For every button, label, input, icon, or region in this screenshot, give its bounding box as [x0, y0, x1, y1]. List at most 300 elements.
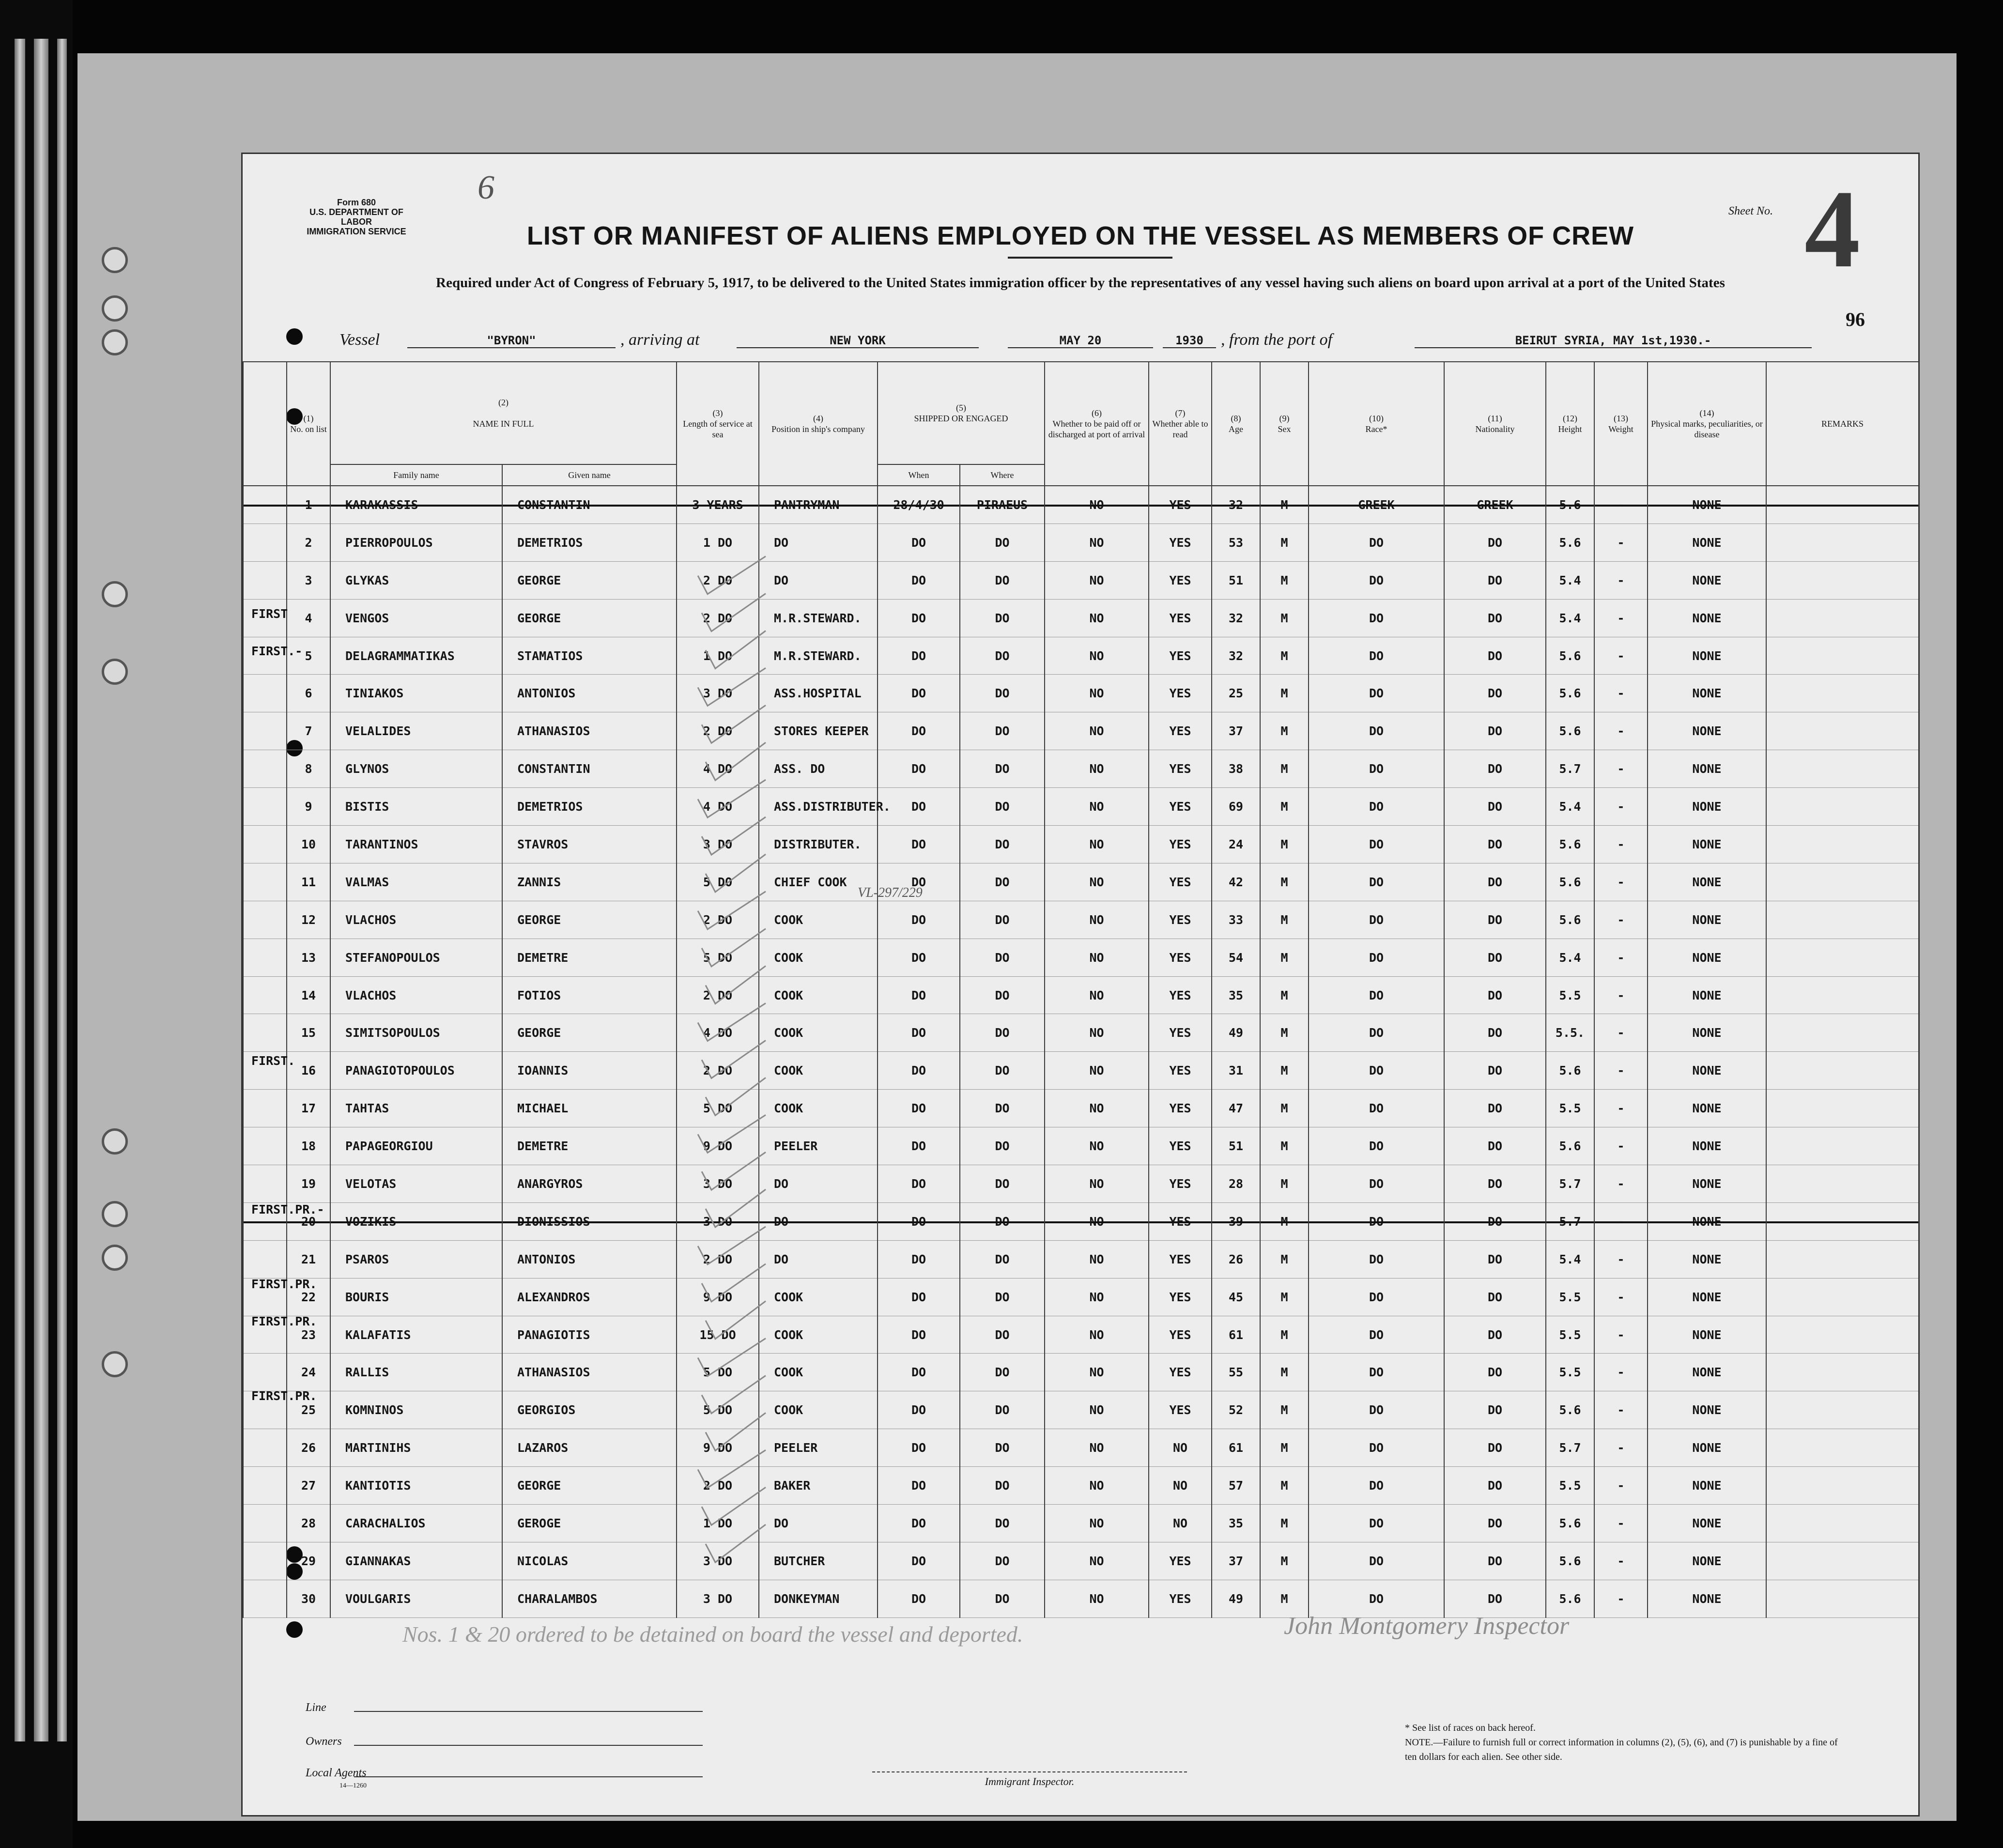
- length-of-service: 4 DO: [677, 1014, 759, 1052]
- sex: M: [1260, 524, 1309, 561]
- family-name: GLYKAS: [330, 561, 502, 599]
- paid-off: NO: [1045, 1354, 1149, 1391]
- race: DO: [1309, 1542, 1444, 1580]
- check-mark: [698, 1339, 766, 1376]
- family-name: PANAGIOTOPOULOS: [330, 1052, 502, 1090]
- age: 33: [1212, 901, 1260, 939]
- weight: -: [1594, 561, 1648, 599]
- age: 61: [1212, 1429, 1260, 1467]
- sex: M: [1260, 1467, 1309, 1505]
- row-number: 21: [287, 1240, 330, 1278]
- able-to-read: YES: [1149, 1014, 1212, 1052]
- check-marks: [693, 570, 775, 1709]
- able-to-read: YES: [1149, 863, 1212, 901]
- ship-position: COOK: [759, 1090, 878, 1127]
- paid-off: NO: [1045, 561, 1149, 599]
- row-number: 8: [287, 750, 330, 788]
- table-row: [243, 637, 1919, 675]
- nationality: DO: [1444, 1391, 1546, 1429]
- race: DO: [1309, 1467, 1444, 1505]
- race: DO: [1309, 863, 1444, 901]
- check-mark: [698, 1450, 766, 1488]
- ship-position: BAKER: [759, 1467, 878, 1505]
- race: DO: [1309, 1014, 1444, 1052]
- footer: [243, 1675, 1918, 1815]
- weight: -: [1594, 939, 1648, 976]
- sex: M: [1260, 1316, 1309, 1354]
- shipped-where: DO: [960, 599, 1045, 637]
- sheet-number: 4: [1804, 167, 1860, 291]
- ship-position: M.R.STEWARD.: [759, 599, 878, 637]
- weight: -: [1594, 1505, 1648, 1542]
- paid-off: NO: [1045, 1202, 1149, 1240]
- weight: -: [1594, 1014, 1648, 1052]
- table-row: [243, 1090, 1919, 1127]
- physical-marks: NONE: [1648, 750, 1766, 788]
- nationality: DO: [1444, 1354, 1546, 1391]
- remarks: [1766, 637, 1919, 675]
- height: 5.5: [1546, 1090, 1594, 1127]
- shipped-where: DO: [960, 1429, 1045, 1467]
- age: 53: [1212, 524, 1260, 561]
- binder-edge: [0, 0, 73, 1848]
- paid-off: NO: [1045, 1165, 1149, 1203]
- row-number: 18: [287, 1127, 330, 1165]
- col-age-header: (8) Age: [1212, 362, 1260, 486]
- sex: M: [1260, 863, 1309, 901]
- race: DO: [1309, 1127, 1444, 1165]
- sex: M: [1260, 599, 1309, 637]
- row-number: 27: [287, 1467, 330, 1505]
- length-of-service: 2 DO: [677, 599, 759, 637]
- table-row: [243, 788, 1919, 826]
- ship-position: COOK: [759, 976, 878, 1014]
- nationality: DO: [1444, 1505, 1546, 1542]
- given-name: STAMATIOS: [502, 637, 677, 675]
- race: DO: [1309, 1580, 1444, 1617]
- family-name: VLACHOS: [330, 901, 502, 939]
- footer-line-label: Line: [306, 1701, 326, 1714]
- remarks: [1766, 1391, 1919, 1429]
- able-to-read: YES: [1149, 1580, 1212, 1617]
- ship-position: COOK: [759, 901, 878, 939]
- shipped-where: DO: [960, 1278, 1045, 1316]
- remarks: [1766, 1052, 1919, 1090]
- weight: -: [1594, 1278, 1648, 1316]
- row-number: 4: [287, 599, 330, 637]
- family-name: VOZIKIS: [330, 1202, 502, 1240]
- side-margin-cell: [243, 1240, 287, 1278]
- given-name: GEORGE: [502, 1014, 677, 1052]
- length-of-service: 3 DO: [677, 675, 759, 712]
- physical-marks: NONE: [1648, 1542, 1766, 1580]
- given-name: GEORGE: [502, 599, 677, 637]
- table-row: [243, 1467, 1919, 1505]
- weight: -: [1594, 1202, 1648, 1240]
- shipped-when: DO: [878, 1467, 960, 1505]
- given-name: CONSTANTIN: [502, 486, 677, 524]
- family-name: BISTIS: [330, 788, 502, 826]
- check-mark: [706, 1525, 766, 1562]
- race: DO: [1309, 1278, 1444, 1316]
- remarks: [1766, 826, 1919, 863]
- family-name: STEFANOPOULOS: [330, 939, 502, 976]
- table-row: [243, 1278, 1919, 1316]
- remarks: [1766, 1240, 1919, 1278]
- arrival-port: NEW YORK: [737, 334, 979, 348]
- height: 5.6: [1546, 863, 1594, 901]
- shipped-when: 28/4/30: [878, 486, 960, 524]
- shipped-when: DO: [878, 637, 960, 675]
- nationality: DO: [1444, 826, 1546, 863]
- nationality: DO: [1444, 561, 1546, 599]
- row-number: 17: [287, 1090, 330, 1127]
- inspector-signature: John Montgomery Inspector: [1284, 1612, 1570, 1640]
- shipped-when: DO: [878, 939, 960, 976]
- manifest-sheet: [241, 153, 1920, 1817]
- remarks: [1766, 1429, 1919, 1467]
- remarks: [1766, 1580, 1919, 1617]
- penalty-note: NOTE.—Failure to furnish full or correct information in columns (2), (5), (6), and (7) is punishable by a fine of ten dollars for each alien. See other side.: [1405, 1737, 1838, 1762]
- given-name: MICHAEL: [502, 1090, 677, 1127]
- check-mark: [706, 966, 766, 1004]
- weight: -: [1594, 486, 1648, 524]
- remarks: [1766, 1202, 1919, 1240]
- nationality: DO: [1444, 1202, 1546, 1240]
- nationality: DO: [1444, 976, 1546, 1014]
- sex: M: [1260, 750, 1309, 788]
- ship-position: DISTRIBUTER.: [759, 826, 878, 863]
- binder-strip: [57, 39, 67, 1741]
- age: 35: [1212, 1505, 1260, 1542]
- table-row: [243, 1391, 1919, 1429]
- given-name: FOTIOS: [502, 976, 677, 1014]
- height: 5.5: [1546, 1354, 1594, 1391]
- nationality: DO: [1444, 637, 1546, 675]
- physical-marks: NONE: [1648, 1354, 1766, 1391]
- race: DO: [1309, 1240, 1444, 1278]
- shipped-where: DO: [960, 1014, 1045, 1052]
- nationality: DO: [1444, 524, 1546, 561]
- nationality: DO: [1444, 1127, 1546, 1165]
- physical-marks: NONE: [1648, 1467, 1766, 1505]
- row-number: 14: [287, 976, 330, 1014]
- binder-strip: [15, 39, 25, 1741]
- given-name: CHARALAMBOS: [502, 1580, 677, 1617]
- age: 49: [1212, 1014, 1260, 1052]
- manifest-rows: [243, 486, 1919, 1617]
- check-mark: [702, 1376, 766, 1414]
- table-row: [243, 1542, 1919, 1580]
- family-name: PIERROPOULOS: [330, 524, 502, 561]
- family-name: CARACHALIOS: [330, 1505, 502, 1542]
- ship-position: COOK: [759, 1278, 878, 1316]
- length-of-service: 9 DO: [677, 1429, 759, 1467]
- shipped-when: DO: [878, 1014, 960, 1052]
- paid-off: NO: [1045, 599, 1149, 637]
- age: 31: [1212, 1052, 1260, 1090]
- weight: -: [1594, 1391, 1648, 1429]
- physical-marks: NONE: [1648, 1240, 1766, 1278]
- footer-agents-code: 14—1260: [339, 1782, 367, 1789]
- given-name: DIONISSIOS: [502, 1202, 677, 1240]
- paid-off: NO: [1045, 939, 1149, 976]
- side-margin-cell: [243, 901, 287, 939]
- given-name: CONSTANTIN: [502, 750, 677, 788]
- race: DO: [1309, 1505, 1444, 1542]
- col-length-header: (3) Length of service at sea: [677, 362, 759, 486]
- ship-position: COOK: [759, 939, 878, 976]
- race: DO: [1309, 1052, 1444, 1090]
- nationality: DO: [1444, 1014, 1546, 1052]
- able-to-read: NO: [1149, 1429, 1212, 1467]
- weight: -: [1594, 524, 1648, 561]
- from-port-label: , from the port of: [1221, 331, 1333, 349]
- height: 5.7: [1546, 1202, 1594, 1240]
- sex: M: [1260, 486, 1309, 524]
- age: 39: [1212, 1202, 1260, 1240]
- able-to-read: YES: [1149, 1202, 1212, 1240]
- remarks: [1766, 1165, 1919, 1203]
- remarks: [1766, 1467, 1919, 1505]
- race: DO: [1309, 939, 1444, 976]
- nationality: DO: [1444, 599, 1546, 637]
- row-number: 20: [287, 1202, 330, 1240]
- length-of-service: 2 DO: [677, 561, 759, 599]
- weight: -: [1594, 1316, 1648, 1354]
- ship-position: STORES KEEPER: [759, 712, 878, 750]
- able-to-read: YES: [1149, 599, 1212, 637]
- age: 37: [1212, 712, 1260, 750]
- age: 32: [1212, 637, 1260, 675]
- ship-position: DO: [759, 1505, 878, 1542]
- shipped-when: DO: [878, 901, 960, 939]
- shipped-where: DO: [960, 1052, 1045, 1090]
- shipped-where: DO: [960, 1202, 1045, 1240]
- weight: -: [1594, 1240, 1648, 1278]
- punch-hole: [102, 295, 128, 322]
- sex: M: [1260, 561, 1309, 599]
- shipped-where: DO: [960, 561, 1045, 599]
- sex: M: [1260, 826, 1309, 863]
- height: 5.4: [1546, 561, 1594, 599]
- family-name: GIANNAKAS: [330, 1542, 502, 1580]
- paid-off: NO: [1045, 1580, 1149, 1617]
- paid-off: NO: [1045, 1240, 1149, 1278]
- table-row: [243, 826, 1919, 863]
- height: 5.5: [1546, 976, 1594, 1014]
- ship-position: COOK: [759, 1052, 878, 1090]
- side-margin-cell: [243, 1580, 287, 1617]
- check-mark: [706, 742, 766, 780]
- able-to-read: YES: [1149, 976, 1212, 1014]
- physical-marks: NONE: [1648, 1278, 1766, 1316]
- check-mark: [702, 817, 766, 855]
- paid-off: NO: [1045, 675, 1149, 712]
- able-to-read: NO: [1149, 1505, 1212, 1542]
- side-margin-cell: [243, 1354, 287, 1391]
- row-number: 22: [287, 1278, 330, 1316]
- ship-position: PEELER: [759, 1429, 878, 1467]
- remarks: [1766, 599, 1919, 637]
- punch-hole: [102, 659, 128, 685]
- side-margin-cell: [243, 561, 287, 599]
- family-name: DELAGRAMMATIKAS: [330, 637, 502, 675]
- age: 24: [1212, 826, 1260, 863]
- ship-position: DO: [759, 561, 878, 599]
- punch-hole: [102, 1245, 128, 1271]
- sex: M: [1260, 1391, 1309, 1429]
- punch-dot: [286, 328, 303, 345]
- col-name-header: (2) NAME IN FULL: [330, 362, 677, 464]
- table-row: [243, 901, 1919, 939]
- weight: -: [1594, 1354, 1648, 1391]
- paid-off: NO: [1045, 901, 1149, 939]
- able-to-read: YES: [1149, 1316, 1212, 1354]
- shipped-when: DO: [878, 712, 960, 750]
- physical-marks: NONE: [1648, 1391, 1766, 1429]
- length-of-service: 5 DO: [677, 1354, 759, 1391]
- physical-marks: NONE: [1648, 976, 1766, 1014]
- check-mark: [702, 1264, 766, 1302]
- family-name: KALAFATIS: [330, 1316, 502, 1354]
- age: 52: [1212, 1391, 1260, 1429]
- family-name: VOULGARIS: [330, 1580, 502, 1617]
- weight: -: [1594, 599, 1648, 637]
- physical-marks: NONE: [1648, 863, 1766, 901]
- height: 5.4: [1546, 599, 1594, 637]
- physical-marks: NONE: [1648, 1580, 1766, 1617]
- given-name: DEMETRE: [502, 939, 677, 976]
- table-row: [243, 863, 1919, 901]
- col-when-header: When: [878, 464, 960, 486]
- height: 5.6: [1546, 1542, 1594, 1580]
- physical-marks: NONE: [1648, 1090, 1766, 1127]
- sex: M: [1260, 1127, 1309, 1165]
- ship-position: DO: [759, 524, 878, 561]
- age: 26: [1212, 1240, 1260, 1278]
- height: 5.6: [1546, 826, 1594, 863]
- family-name: PSAROS: [330, 1240, 502, 1278]
- height: 5.6: [1546, 1052, 1594, 1090]
- family-name: TARANTINOS: [330, 826, 502, 863]
- remarks: [1766, 1014, 1919, 1052]
- age: 54: [1212, 939, 1260, 976]
- length-of-service: 3 DO: [677, 826, 759, 863]
- family-name: KARAKASSIS: [330, 486, 502, 524]
- remarks: [1766, 901, 1919, 939]
- shipped-when: DO: [878, 1240, 960, 1278]
- height: 5.5.: [1546, 1014, 1594, 1052]
- sex: M: [1260, 1014, 1309, 1052]
- height: 5.6: [1546, 637, 1594, 675]
- weight: -: [1594, 976, 1648, 1014]
- able-to-read: YES: [1149, 1391, 1212, 1429]
- side-margin-cell: [243, 788, 287, 826]
- given-name: IOANNIS: [502, 1052, 677, 1090]
- side-margin-cell: [243, 939, 287, 976]
- side-margin-cell: [243, 1127, 287, 1165]
- shipped-where: DO: [960, 712, 1045, 750]
- table-row: [243, 1429, 1919, 1467]
- shipped-when: DO: [878, 1127, 960, 1165]
- given-name: GEORGIOS: [502, 1391, 677, 1429]
- paid-off: NO: [1045, 486, 1149, 524]
- nationality: DO: [1444, 675, 1546, 712]
- race: DO: [1309, 1202, 1444, 1240]
- ship-position: COOK: [759, 1316, 878, 1354]
- check-mark: [706, 1078, 766, 1115]
- physical-marks: NONE: [1648, 1505, 1766, 1542]
- weight: -: [1594, 863, 1648, 901]
- table-row: [243, 1505, 1919, 1542]
- able-to-read: YES: [1149, 1165, 1212, 1203]
- remarks: [1766, 712, 1919, 750]
- given-name: NICOLAS: [502, 1542, 677, 1580]
- age: 32: [1212, 599, 1260, 637]
- length-of-service: 3 YEARS: [677, 486, 759, 524]
- nationality: DO: [1444, 863, 1546, 901]
- race: DO: [1309, 561, 1444, 599]
- nationality: DO: [1444, 939, 1546, 976]
- family-name: MARTINIHS: [330, 1429, 502, 1467]
- able-to-read: YES: [1149, 637, 1212, 675]
- given-name: STAVROS: [502, 826, 677, 863]
- shipped-when: DO: [878, 524, 960, 561]
- col-nationality-header: (11) Nationality: [1444, 362, 1546, 486]
- length-of-service: 1 DO: [677, 1505, 759, 1542]
- col-weight-header: (13) Weight: [1594, 362, 1648, 486]
- length-of-service: 5 DO: [677, 1391, 759, 1429]
- side-margin-cell: [243, 1467, 287, 1505]
- given-name: GEROGE: [502, 1505, 677, 1542]
- length-of-service: 1 DO: [677, 637, 759, 675]
- shipped-where: DO: [960, 524, 1045, 561]
- given-name: ANTONIOS: [502, 1240, 677, 1278]
- shipped-where: DO: [960, 901, 1045, 939]
- paid-off: NO: [1045, 1278, 1149, 1316]
- age: 47: [1212, 1090, 1260, 1127]
- length-of-service: 5 DO: [677, 939, 759, 976]
- table-row: [243, 1354, 1919, 1391]
- shipped-when: DO: [878, 599, 960, 637]
- shipped-where: DO: [960, 1391, 1045, 1429]
- punch-dot: [286, 1621, 303, 1638]
- form-number: Form 680: [337, 198, 376, 207]
- side-margin-cell: [243, 712, 287, 750]
- table-row: [243, 1580, 1919, 1617]
- family-name: PAPAGEORGIOU: [330, 1127, 502, 1165]
- row-number: 2: [287, 524, 330, 561]
- shipped-when: DO: [878, 750, 960, 788]
- race: DO: [1309, 788, 1444, 826]
- age: 45: [1212, 1278, 1260, 1316]
- ship-position: ASS.DISTRIBUTER.: [759, 788, 878, 826]
- col-family-header: Family name: [330, 464, 502, 486]
- length-of-service: 4 DO: [677, 750, 759, 788]
- height: 5.6: [1546, 1127, 1594, 1165]
- weight: -: [1594, 750, 1648, 788]
- shipped-where: DO: [960, 1542, 1045, 1580]
- row-number: 19: [287, 1165, 330, 1203]
- race: DO: [1309, 901, 1444, 939]
- able-to-read: YES: [1149, 1090, 1212, 1127]
- length-of-service: 2 DO: [677, 901, 759, 939]
- row-number: 1: [287, 486, 330, 524]
- family-name: VALMAS: [330, 863, 502, 901]
- ship-position: DO: [759, 1240, 878, 1278]
- paid-off: NO: [1045, 788, 1149, 826]
